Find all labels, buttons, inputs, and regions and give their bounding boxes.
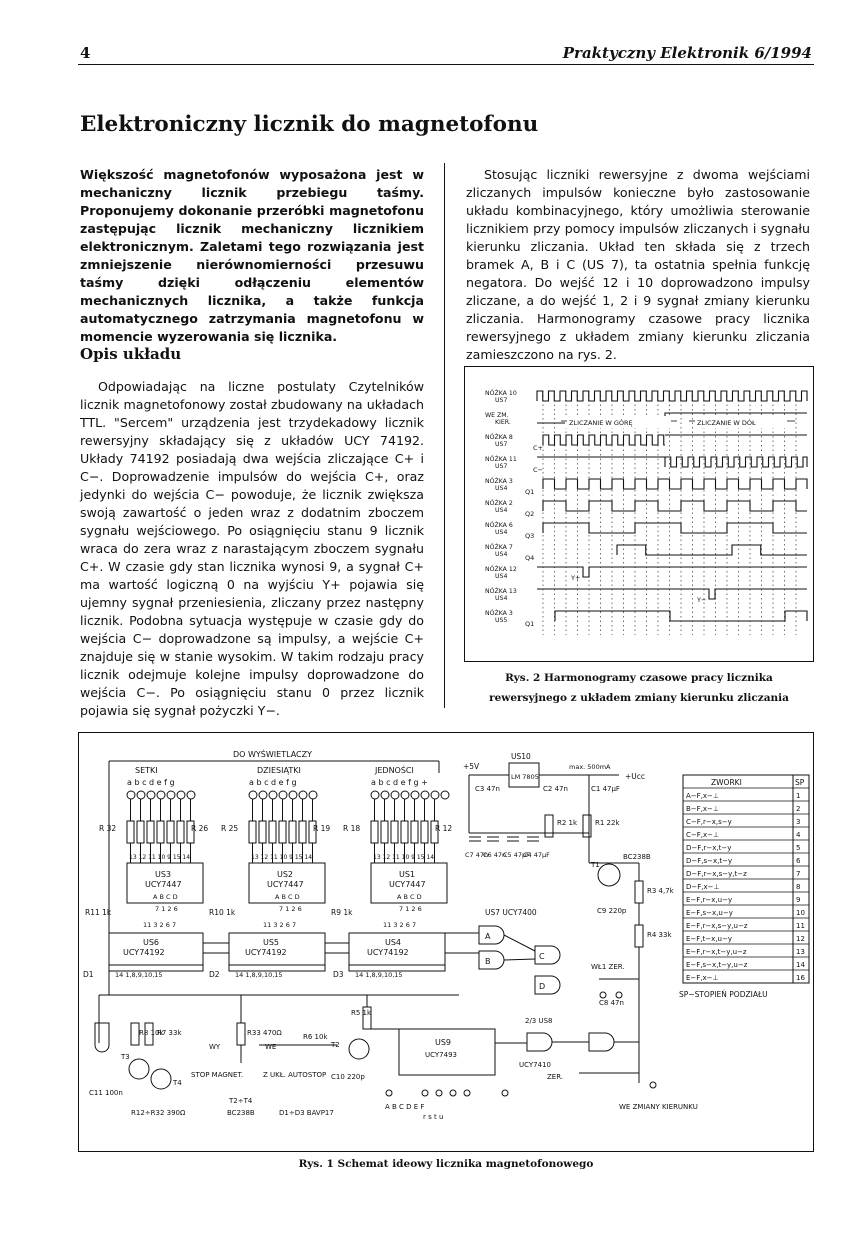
segments-jednosci: a b c d e f g + xyxy=(371,778,428,787)
series-resistor xyxy=(167,821,174,843)
article-title: Elektroniczny licznik do magnetofonu xyxy=(80,112,539,137)
zworki-row-label: D−F,s−x,t−y xyxy=(686,857,733,865)
r4-label: R4 33k xyxy=(647,931,672,939)
zworki-row-sp: 1 xyxy=(796,792,801,800)
t1-label: T1 xyxy=(591,861,600,869)
display-terminal xyxy=(269,791,277,799)
zworki-row-sp: 10 xyxy=(796,909,805,917)
timing-row-sublabel: US7 xyxy=(495,397,508,404)
display-terminal xyxy=(249,791,257,799)
t3-label: T3 xyxy=(121,1053,130,1061)
we-zmiany-label: WE ZMIANY KIERUNKU xyxy=(619,1103,698,1111)
t2t4-label: T2÷T4 xyxy=(229,1097,253,1105)
decoder-pins-us2: 13 12 11 10 9 15 14 xyxy=(251,854,313,861)
c2-label: C2 47n xyxy=(543,785,568,793)
display-terminal xyxy=(431,791,439,799)
tag-q1: Q1 xyxy=(525,488,535,496)
zworki-header: ZWORKI xyxy=(711,778,742,787)
section-heading: Opis układu xyxy=(80,345,182,363)
label-setki: SETKI xyxy=(135,766,158,775)
tag-c-minus: C− xyxy=(533,466,543,474)
r5-label: R5 1k xyxy=(351,1009,372,1017)
c6-label: C6 47n xyxy=(483,851,507,859)
outputs-label: A B C D E F xyxy=(385,1103,425,1111)
display-terminal xyxy=(421,791,429,799)
body-text-right: Stosując liczniki rewersyjne z dwoma wejściami zliczanych impulsów konieczne było zastosowanie układu kombinacyjnego, który umożliwia sterowanie licznikiem przy pomocy impulsów zliczanych i sygnału kierunku zliczania. Układ ten składa się z trzech bramek A, B i C (US 7), ta ostatnia spełnia funkcję negatora. Do wejść 12 i 10 doprowadzono impulsy zliczane, a do wejść 1, 2 i 9 sygnał zmiany kierunku zliczania. Harmonogramy czasowe pracy licznika rewersyjnego z układem zmiany kierunku zliczania zamieszczono na rys. 2. xyxy=(466,167,810,362)
us2-type: UCY7447 xyxy=(267,880,304,889)
timing-row-sublabel: KIER. xyxy=(495,419,511,426)
zworki-row-label: D−F,x−⊥ xyxy=(686,883,720,891)
gate-b-label: B xyxy=(485,957,491,966)
display-terminal xyxy=(157,791,165,799)
c11-label: C11 100n xyxy=(89,1089,123,1097)
schematic-diagram xyxy=(79,733,813,1151)
r32-label: R 32 xyxy=(99,824,117,833)
display-terminal xyxy=(401,791,409,799)
us3-name: US3 xyxy=(155,870,172,879)
body-text-left: Odpowiadając na liczne postulaty Czytelników licznik magnetofonowy został zbudowany na układach TTL. "Sercem" urządzenia jest trzydekadowy licznik rewersyjny składający się z układów UCY 74192. Układy 74192 posiadają dwa wejścia zliczające C+ i C−. Doprowadzenie impulsów do wejścia C+, oraz jedynki do wejścia C− powoduje, że licznik zwiększa swoją zawartość o jeden wraz z dodatnim zboczem sygnału wejściowego. Po osiągnięciu stanu 9 licznik wraca do zera wraz z narastającym zboczem sygnału C+. W czasie gdy stan licznika wynosi 9, a sygnał C+ ma wartość logiczną 0 na wyjściu Y+ pojawia się ujemny sygnał przeniesienia, zliczany przez następny licznik. Podobna sytuacja występuje w czasie gdy do wejścia C− doprowadzone są impulsy, a wejście C+ znajduje się w stanie wysokim. W takim rodzaju pracy licznik odejmuje kolejne impulsy doprowadzone do wejścia C−. Po osiągnięciu stanu 0 przez licznik pojawia się sygnał pożyczki Y−. xyxy=(80,379,424,718)
figure2-caption: Rys. 2 Harmonogramy czasowe pracy licznika rewersyjnego z układem zmiany kierunku zliczania xyxy=(489,672,789,704)
display-terminal xyxy=(441,791,449,799)
tag-y-plus: Y+ xyxy=(571,574,581,582)
timing-waveform xyxy=(543,523,807,533)
lm7805-label: LM 7805 xyxy=(511,773,539,781)
bc238b-label: BC238B xyxy=(227,1109,255,1117)
counter-pins-b2: 11 3 2 6 7 xyxy=(263,921,297,929)
series-resistor xyxy=(289,821,296,843)
us2-name: US2 xyxy=(277,870,294,879)
timing-row-label: NÓŻKA 13 xyxy=(485,588,517,595)
r25-label: R 25 xyxy=(221,824,239,833)
timing-row-label: NÓŻKA 3 xyxy=(485,610,513,617)
tag-c-plus: C+ xyxy=(533,444,543,452)
zworki-row-sp: 2 xyxy=(796,805,801,813)
zworki-row-label: C−F,x−⊥ xyxy=(686,831,720,839)
counter-pins-a1: 7 1 2 6 xyxy=(155,905,178,913)
figure1-caption: Rys. 1 Schemat ideowy licznika magnetofonowego xyxy=(298,1158,594,1170)
tag-q1-us5: Q1 xyxy=(525,620,535,628)
resistors-note: R12÷R32 390Ω xyxy=(131,1109,186,1117)
label-jednosci: JEDNOŚCI xyxy=(375,766,414,775)
display-terminal xyxy=(371,791,379,799)
timing-waveform xyxy=(617,545,807,555)
r9-label: R9 1k xyxy=(331,908,353,917)
timing-diagram-figure xyxy=(464,366,814,662)
zworki-row-label: E−F,s−x,u−y xyxy=(686,909,733,917)
c1-label: C1 47μF xyxy=(591,785,620,793)
timing-waveform xyxy=(543,501,807,511)
display-terminal xyxy=(147,791,155,799)
gate-c-label: C xyxy=(539,952,545,961)
zworki-table xyxy=(679,775,809,999)
we-label: WE xyxy=(265,1043,277,1051)
r12-label: R 12 xyxy=(435,824,453,833)
display-terminal xyxy=(177,791,185,799)
zworki-row-label: E−F,r−x,s−y,u−z xyxy=(686,922,748,930)
zworki-row-label: E−F,t−x,u−y xyxy=(686,935,732,943)
timing-row-label: WE ZM. xyxy=(485,412,509,419)
magazine-title: Praktyczny Elektronik 6/1994 xyxy=(562,44,812,62)
display-terminal xyxy=(299,791,307,799)
r8-label: R8 10k xyxy=(139,1029,164,1037)
display-terminal xyxy=(279,791,287,799)
r2-label: R2 1k xyxy=(557,819,578,827)
label-zliczanie-dol: ZLICZANIE W DÓŁ xyxy=(697,419,756,427)
us3-type: UCY7447 xyxy=(145,880,182,889)
timing-row-sublabel: US4 xyxy=(495,485,508,492)
timing-row-label: NÓŻKA 10 xyxy=(485,390,517,397)
zworki-row-label: B−F,x−⊥ xyxy=(686,805,720,813)
series-resistor xyxy=(279,821,286,843)
timing-row-sublabel: US4 xyxy=(495,507,508,514)
max-current-label: max. 500mA xyxy=(569,763,611,771)
r18-label: R 18 xyxy=(343,824,361,833)
segments-setki: a b c d e f g xyxy=(127,778,175,787)
autostop-label: Z UKŁ. AUTOSTOP xyxy=(263,1071,327,1079)
series-resistor xyxy=(147,821,154,843)
zworki-row-sp: 16 xyxy=(796,974,805,982)
zworki-row-sp: 13 xyxy=(796,948,805,956)
display-terminal xyxy=(127,791,135,799)
r6-label: R6 10k xyxy=(303,1033,328,1041)
d2-label: D2 xyxy=(209,970,220,979)
zworki-row-sp: 11 xyxy=(796,922,805,930)
counter-pins-c3: 14 1,8,9,10,15 xyxy=(355,971,403,979)
ucy7493-label: UCY7493 xyxy=(425,1051,457,1059)
zworki-header-sp: SP xyxy=(795,778,805,787)
series-resistor xyxy=(381,821,388,843)
timing-waveform xyxy=(543,479,807,489)
series-resistor xyxy=(157,821,164,843)
zworki-row-sp: 9 xyxy=(796,896,801,904)
zworki-row-sp: 14 xyxy=(796,961,805,969)
zworki-row-sp: 12 xyxy=(796,935,805,943)
zworki-row-sp: 3 xyxy=(796,818,801,826)
us1-name: US1 xyxy=(399,870,416,879)
counter-pins-a3: 7 1 2 6 xyxy=(399,905,422,913)
t2-label: T2 xyxy=(331,1041,340,1049)
wy-label: WY xyxy=(209,1043,221,1051)
timing-diagram xyxy=(465,367,813,661)
zworki-row-sp: 7 xyxy=(796,870,801,878)
zer-label: ZER. xyxy=(547,1073,564,1081)
zworki-footer: SP−STOPIEŃ PODZIAŁU xyxy=(679,990,768,999)
series-resistor xyxy=(371,821,378,843)
counter-pins-a2: 7 1 2 6 xyxy=(279,905,302,913)
timing-row-sublabel: US4 xyxy=(495,529,508,536)
c8-label: C8 47n xyxy=(599,999,624,1007)
column-divider xyxy=(444,163,445,708)
series-resistor xyxy=(127,821,134,843)
series-resistor xyxy=(259,821,266,843)
gate-d-label: D xyxy=(539,982,546,991)
timing-row-label: NÓŻKA 8 xyxy=(485,434,513,441)
timing-row-label: NÓŻKA 6 xyxy=(485,522,513,529)
zworki-row-label: D−F,r−x,s−y,t−z xyxy=(686,870,747,878)
display-terminal xyxy=(391,791,399,799)
us8-label: 2/3 US8 xyxy=(525,1017,553,1025)
zworki-row-label: A−F,x−⊥ xyxy=(686,792,720,800)
series-resistor xyxy=(421,821,428,843)
timing-row-label: NÓŻKA 11 xyxy=(485,456,517,463)
zworki-row-sp: 5 xyxy=(796,844,801,852)
timing-waveform xyxy=(665,457,807,467)
timing-row-label: NÓŻKA 3 xyxy=(485,478,513,485)
zworki-row-label: E−F,s−x,t−y,u−z xyxy=(686,961,748,969)
us10-label: US10 xyxy=(511,752,531,761)
decoder-pins-us1: 13 12 11 10 9 15 14 xyxy=(373,854,435,861)
outputs2-label: r s t u xyxy=(423,1113,444,1121)
timing-row-sublabel: US5 xyxy=(495,617,508,624)
us7-label: US7 UCY7400 xyxy=(485,908,537,917)
us6-type: UCY74192 xyxy=(123,948,165,957)
us2-pins: A B C D xyxy=(275,893,300,901)
us6-name: US6 xyxy=(143,938,160,947)
counter-pins-c2: 14 1,8,9,10,15 xyxy=(235,971,283,979)
us9-label: US9 xyxy=(435,1038,452,1047)
series-resistor xyxy=(391,821,398,843)
timing-row-sublabel: US4 xyxy=(495,551,508,558)
timing-row-sublabel: US7 xyxy=(495,463,508,470)
counter-pins-c1: 14 1,8,9,10,15 xyxy=(115,971,163,979)
series-resistor xyxy=(411,821,418,843)
r3-label: R3 4,7k xyxy=(647,887,674,895)
d1-label: D1 xyxy=(83,970,94,979)
display-terminal xyxy=(309,791,317,799)
diodes-note: D1÷D3 BAVP17 xyxy=(279,1109,334,1117)
display-terminal xyxy=(289,791,297,799)
zworki-row-label: E−F,x−⊥ xyxy=(686,974,719,982)
counter-pins-b1: 11 3 2 6 7 xyxy=(143,921,177,929)
display-terminal xyxy=(381,791,389,799)
tag-y-minus: Y− xyxy=(697,596,707,604)
display-terminal xyxy=(411,791,419,799)
r26-label: R 26 xyxy=(191,824,209,833)
tag-q3: Q3 xyxy=(525,532,535,540)
c3-label: C3 47n xyxy=(475,785,500,793)
gate-a-label: A xyxy=(485,932,491,941)
r33-label: R33 470Ω xyxy=(247,1029,282,1037)
series-resistor xyxy=(269,821,276,843)
schematic-figure xyxy=(78,732,814,1152)
us1-type: UCY7447 xyxy=(389,880,426,889)
bc238b-t1-label: BC238B xyxy=(623,853,651,861)
display-terminal xyxy=(167,791,175,799)
us4-name: US4 xyxy=(385,938,402,947)
tag-q2: Q2 xyxy=(525,510,535,518)
zworki-row-sp: 6 xyxy=(796,857,801,865)
timing-row-sublabel: US4 xyxy=(495,595,508,602)
header-rule xyxy=(78,64,814,65)
timing-row-sublabel: US7 xyxy=(495,441,508,448)
segments-dziesiatki: a b c d e f g xyxy=(249,778,297,787)
us5-name: US5 xyxy=(263,938,280,947)
us3-pins: A B C D xyxy=(153,893,178,901)
label-do-wyswietlaczy: DO WYŚWIETLACZY xyxy=(233,750,313,759)
wl1-label: WŁ1 ZER. xyxy=(591,963,625,971)
series-resistor xyxy=(401,821,408,843)
c4-label: C4 47μF xyxy=(523,851,550,859)
zworki-row-label: E−F,r−x,u−y xyxy=(686,896,733,904)
us1-pins: A B C D xyxy=(397,893,422,901)
series-resistor xyxy=(249,821,256,843)
c7-label: C7 47n xyxy=(465,851,489,859)
zworki-row-label: C−F,r−x,s−y xyxy=(686,818,732,826)
r11-label: R11 1k xyxy=(85,908,112,917)
ucy7410-label: UCY7410 xyxy=(519,1061,551,1069)
r19-label: R 19 xyxy=(313,824,331,833)
zworki-row-label: E−F,r−x,t−y,u−z xyxy=(686,948,747,956)
timing-row-sublabel: US4 xyxy=(495,573,508,580)
c9-label: C9 220p xyxy=(597,907,627,915)
tag-q4: Q4 xyxy=(525,554,535,562)
timing-row-label: NÓŻKA 7 xyxy=(485,544,513,551)
ucc-label: +Ucc xyxy=(625,772,646,781)
series-resistor xyxy=(137,821,144,843)
zworki-row-sp: 8 xyxy=(796,883,801,891)
c10-label: C10 220p xyxy=(331,1073,365,1081)
counter-pins-b3: 11 3 2 6 7 xyxy=(383,921,417,929)
stop-label: STOP MAGNET. xyxy=(191,1071,244,1079)
r10-label: R10 1k xyxy=(209,908,236,917)
t4-label: T4 xyxy=(173,1079,182,1087)
display-terminal xyxy=(259,791,267,799)
r1-label: R1 22k xyxy=(595,819,620,827)
page-number: 4 xyxy=(80,44,91,62)
us5-type: UCY74192 xyxy=(245,948,287,957)
zworki-row-sp: 4 xyxy=(796,831,801,839)
decoder-pins-us3: 13 12 11 10 9 15 14 xyxy=(129,854,191,861)
timing-row-label: NÓŻKA 2 xyxy=(485,500,513,507)
display-terminal xyxy=(187,791,195,799)
display-terminal xyxy=(137,791,145,799)
timing-row-label: NÓŻKA 12 xyxy=(485,566,517,573)
c5-label: C5 47μF xyxy=(503,851,530,859)
label-dziesiatki: DZIESIĄTKI xyxy=(257,766,301,775)
r7-label: R7 33k xyxy=(157,1029,182,1037)
series-resistor xyxy=(299,821,306,843)
d3-label: D3 xyxy=(333,970,344,979)
series-resistor xyxy=(177,821,184,843)
plus5v-label: +5V xyxy=(463,762,480,771)
zworki-row-label: D−F,r−x,t−y xyxy=(686,844,732,852)
us4-type: UCY74192 xyxy=(367,948,409,957)
article-lead: Większość magnetofonów wyposażona jest w mechaniczny licznik przebiegu taśmy. Proponujemy dokonanie przeróbki magnetofonu zastępując licznik mechaniczny licznikiem elektronicznym. Zaletami tego rozwiązania jest zmniejszenie nierównomierności przesuwu taśmy dzięki odłączeniu elementów mechanicznych licznika, a także funkcja automatycznego zatrzymania magnetofonu w momencie wyzerowania się licznika. xyxy=(80,167,424,344)
label-zliczanie-gore: ZLICZANIE W GÓRĘ xyxy=(569,419,633,427)
